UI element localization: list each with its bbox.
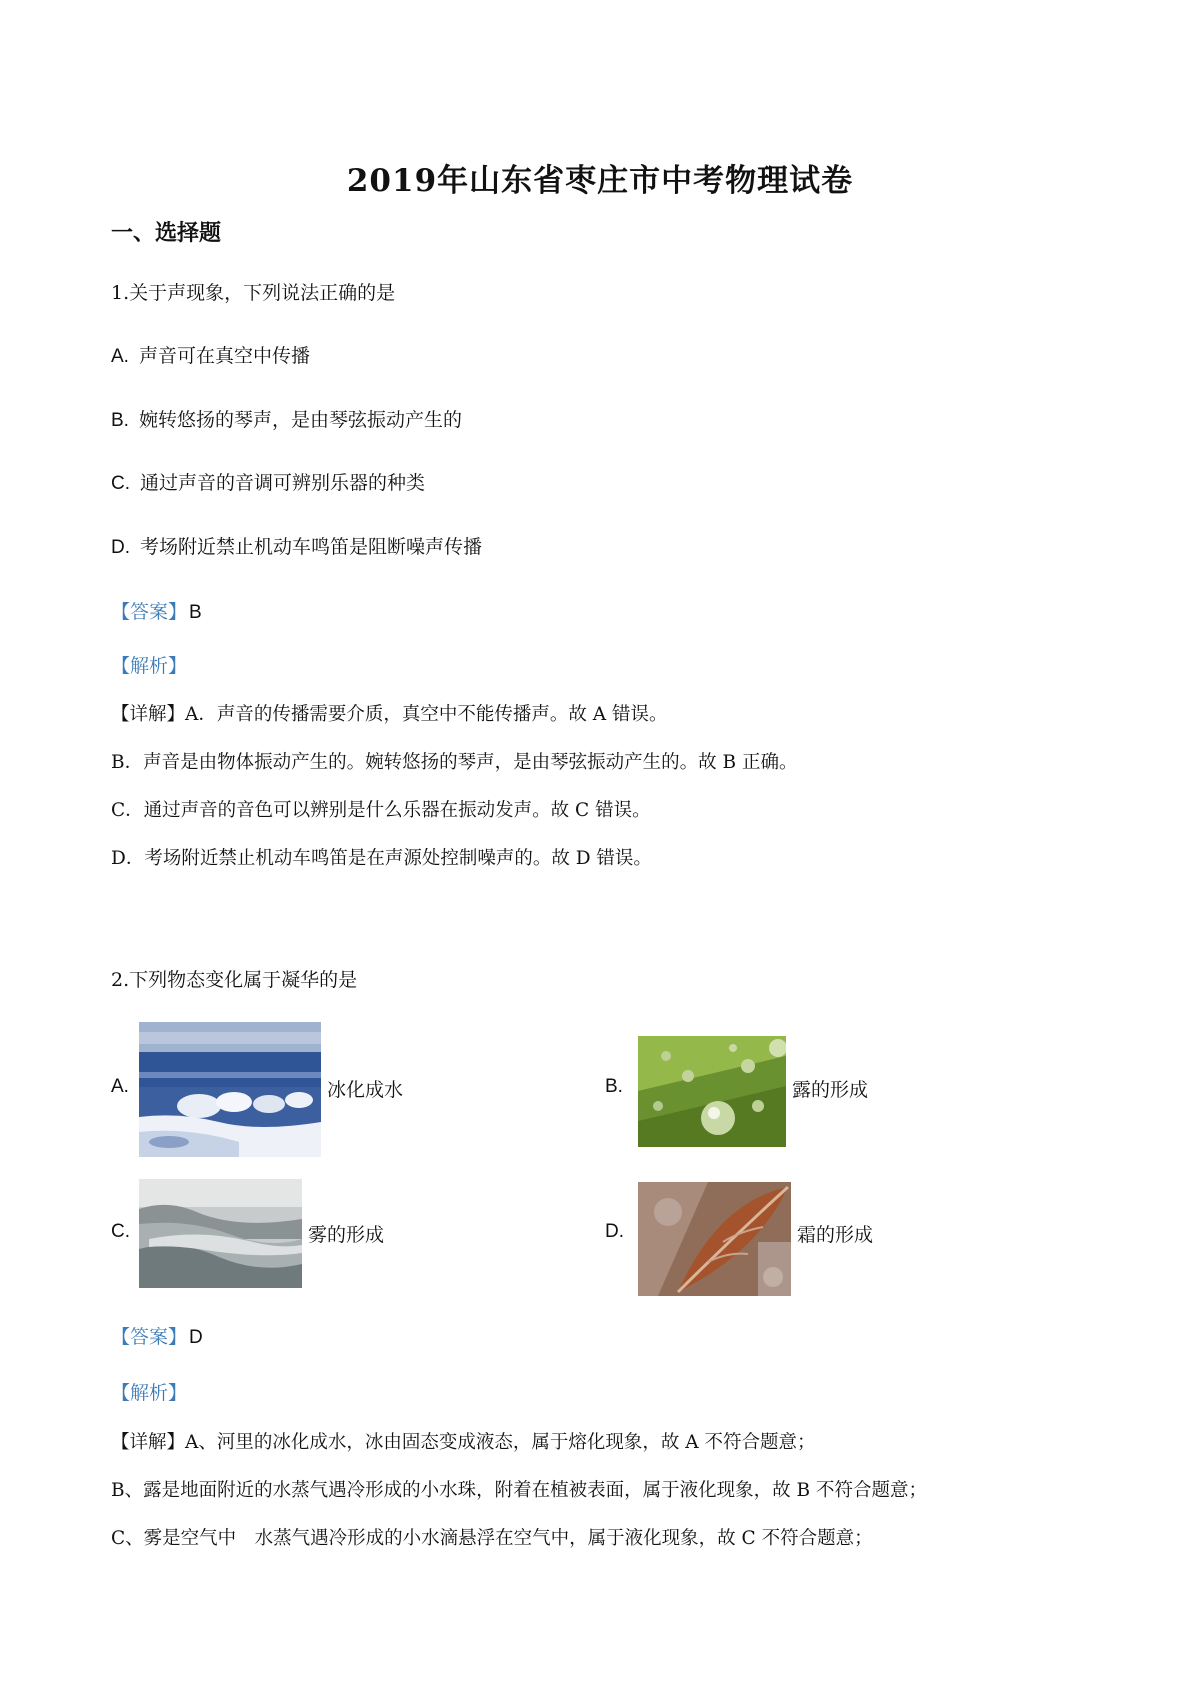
- q1-option-d: [111, 532, 482, 559]
- q2-option-d-caption: 霜的形成: [797, 1224, 874, 1246]
- q1-detail-2: B．声音是由物体振动产生的。婉转悠扬的琴声，是由琴弦振动产生的。故 B 正确。: [111, 752, 798, 773]
- analysis-tag: 【解析】: [111, 655, 188, 677]
- answer-tag: 【答案】: [111, 1326, 188, 1348]
- section-heading: 一、选择题: [111, 220, 222, 246]
- q2-stem: 2.下列物态变化属于凝华的是: [111, 969, 358, 991]
- option-text: 通过声音的音调可辨别乐器的种类: [140, 472, 426, 494]
- option-text: 考场附近禁止机动车鸣笛是阻断噪声传播: [140, 536, 483, 558]
- q2-option-b-caption: 露的形成: [792, 1079, 869, 1101]
- q1-detail-3: C．通过声音的音色可以辨别是什么乐器在振动发声。故 C 错误。: [111, 800, 651, 821]
- q2-detail-3: C、雾是空气中 水蒸气遇冷形成的小水滴悬浮在空气中，属于液化现象，故 C 不符合题意；: [111, 1528, 873, 1549]
- answer-value: B: [189, 602, 202, 623]
- frost-leaf-photo: [638, 1182, 791, 1296]
- dew-drops-photo: [638, 1036, 786, 1147]
- q1-stem: 1.关于声现象，下列说法正确的是: [111, 282, 396, 304]
- option-label: B.: [111, 410, 129, 431]
- q2-option-c-caption: 雾的形成: [308, 1224, 385, 1246]
- q1-analysis-tag: [111, 651, 187, 678]
- analysis-tag: 【解析】: [111, 1382, 188, 1404]
- q1-option-c: [111, 468, 425, 495]
- q2-option-b-label: B.: [605, 1076, 623, 1097]
- q2-detail-2: B、露是地面附近的水蒸气遇冷形成的小水珠，附着在植被表面，属于液化现象，故 B 不符合题意；: [111, 1480, 927, 1501]
- answer-value: D: [189, 1327, 203, 1348]
- option-label: D.: [111, 537, 130, 558]
- ice-melting-photo: [139, 1022, 321, 1157]
- q2-option-d-label: D.: [605, 1221, 624, 1242]
- q1-detail-4: D．考场附近禁止机动车鸣笛是在声源处控制噪声的。故 D 错误。: [111, 848, 652, 869]
- q2-analysis-tag: [111, 1378, 187, 1405]
- page-title: 2019年山东省枣庄市中考物理试卷: [346, 163, 854, 199]
- q2-answer: [111, 1322, 203, 1349]
- q2-detail-1: 【详解】A、河里的冰化成水，冰由固态变成液态，属于熔化现象，故 A 不符合题意；: [111, 1432, 816, 1453]
- option-label: A.: [111, 346, 129, 367]
- q2-option-a-label: A.: [111, 1076, 129, 1097]
- answer-tag: 【答案】: [111, 601, 188, 623]
- q1-detail-1: 【详解】A．声音的传播需要介质，真空中不能传播声。故 A 错误。: [111, 704, 668, 725]
- q1-answer: [111, 597, 202, 624]
- option-text: 声音可在真空中传播: [138, 345, 310, 367]
- q2-option-c-label: C.: [111, 1221, 130, 1242]
- fog-photo: [139, 1179, 302, 1288]
- option-label: C.: [111, 473, 130, 494]
- q1-option-a: [111, 341, 310, 368]
- q1-option-b: [111, 405, 462, 432]
- option-text: 婉转悠扬的琴声，是由琴弦振动产生的: [138, 409, 462, 431]
- q2-option-a-caption: 冰化成水: [327, 1079, 404, 1101]
